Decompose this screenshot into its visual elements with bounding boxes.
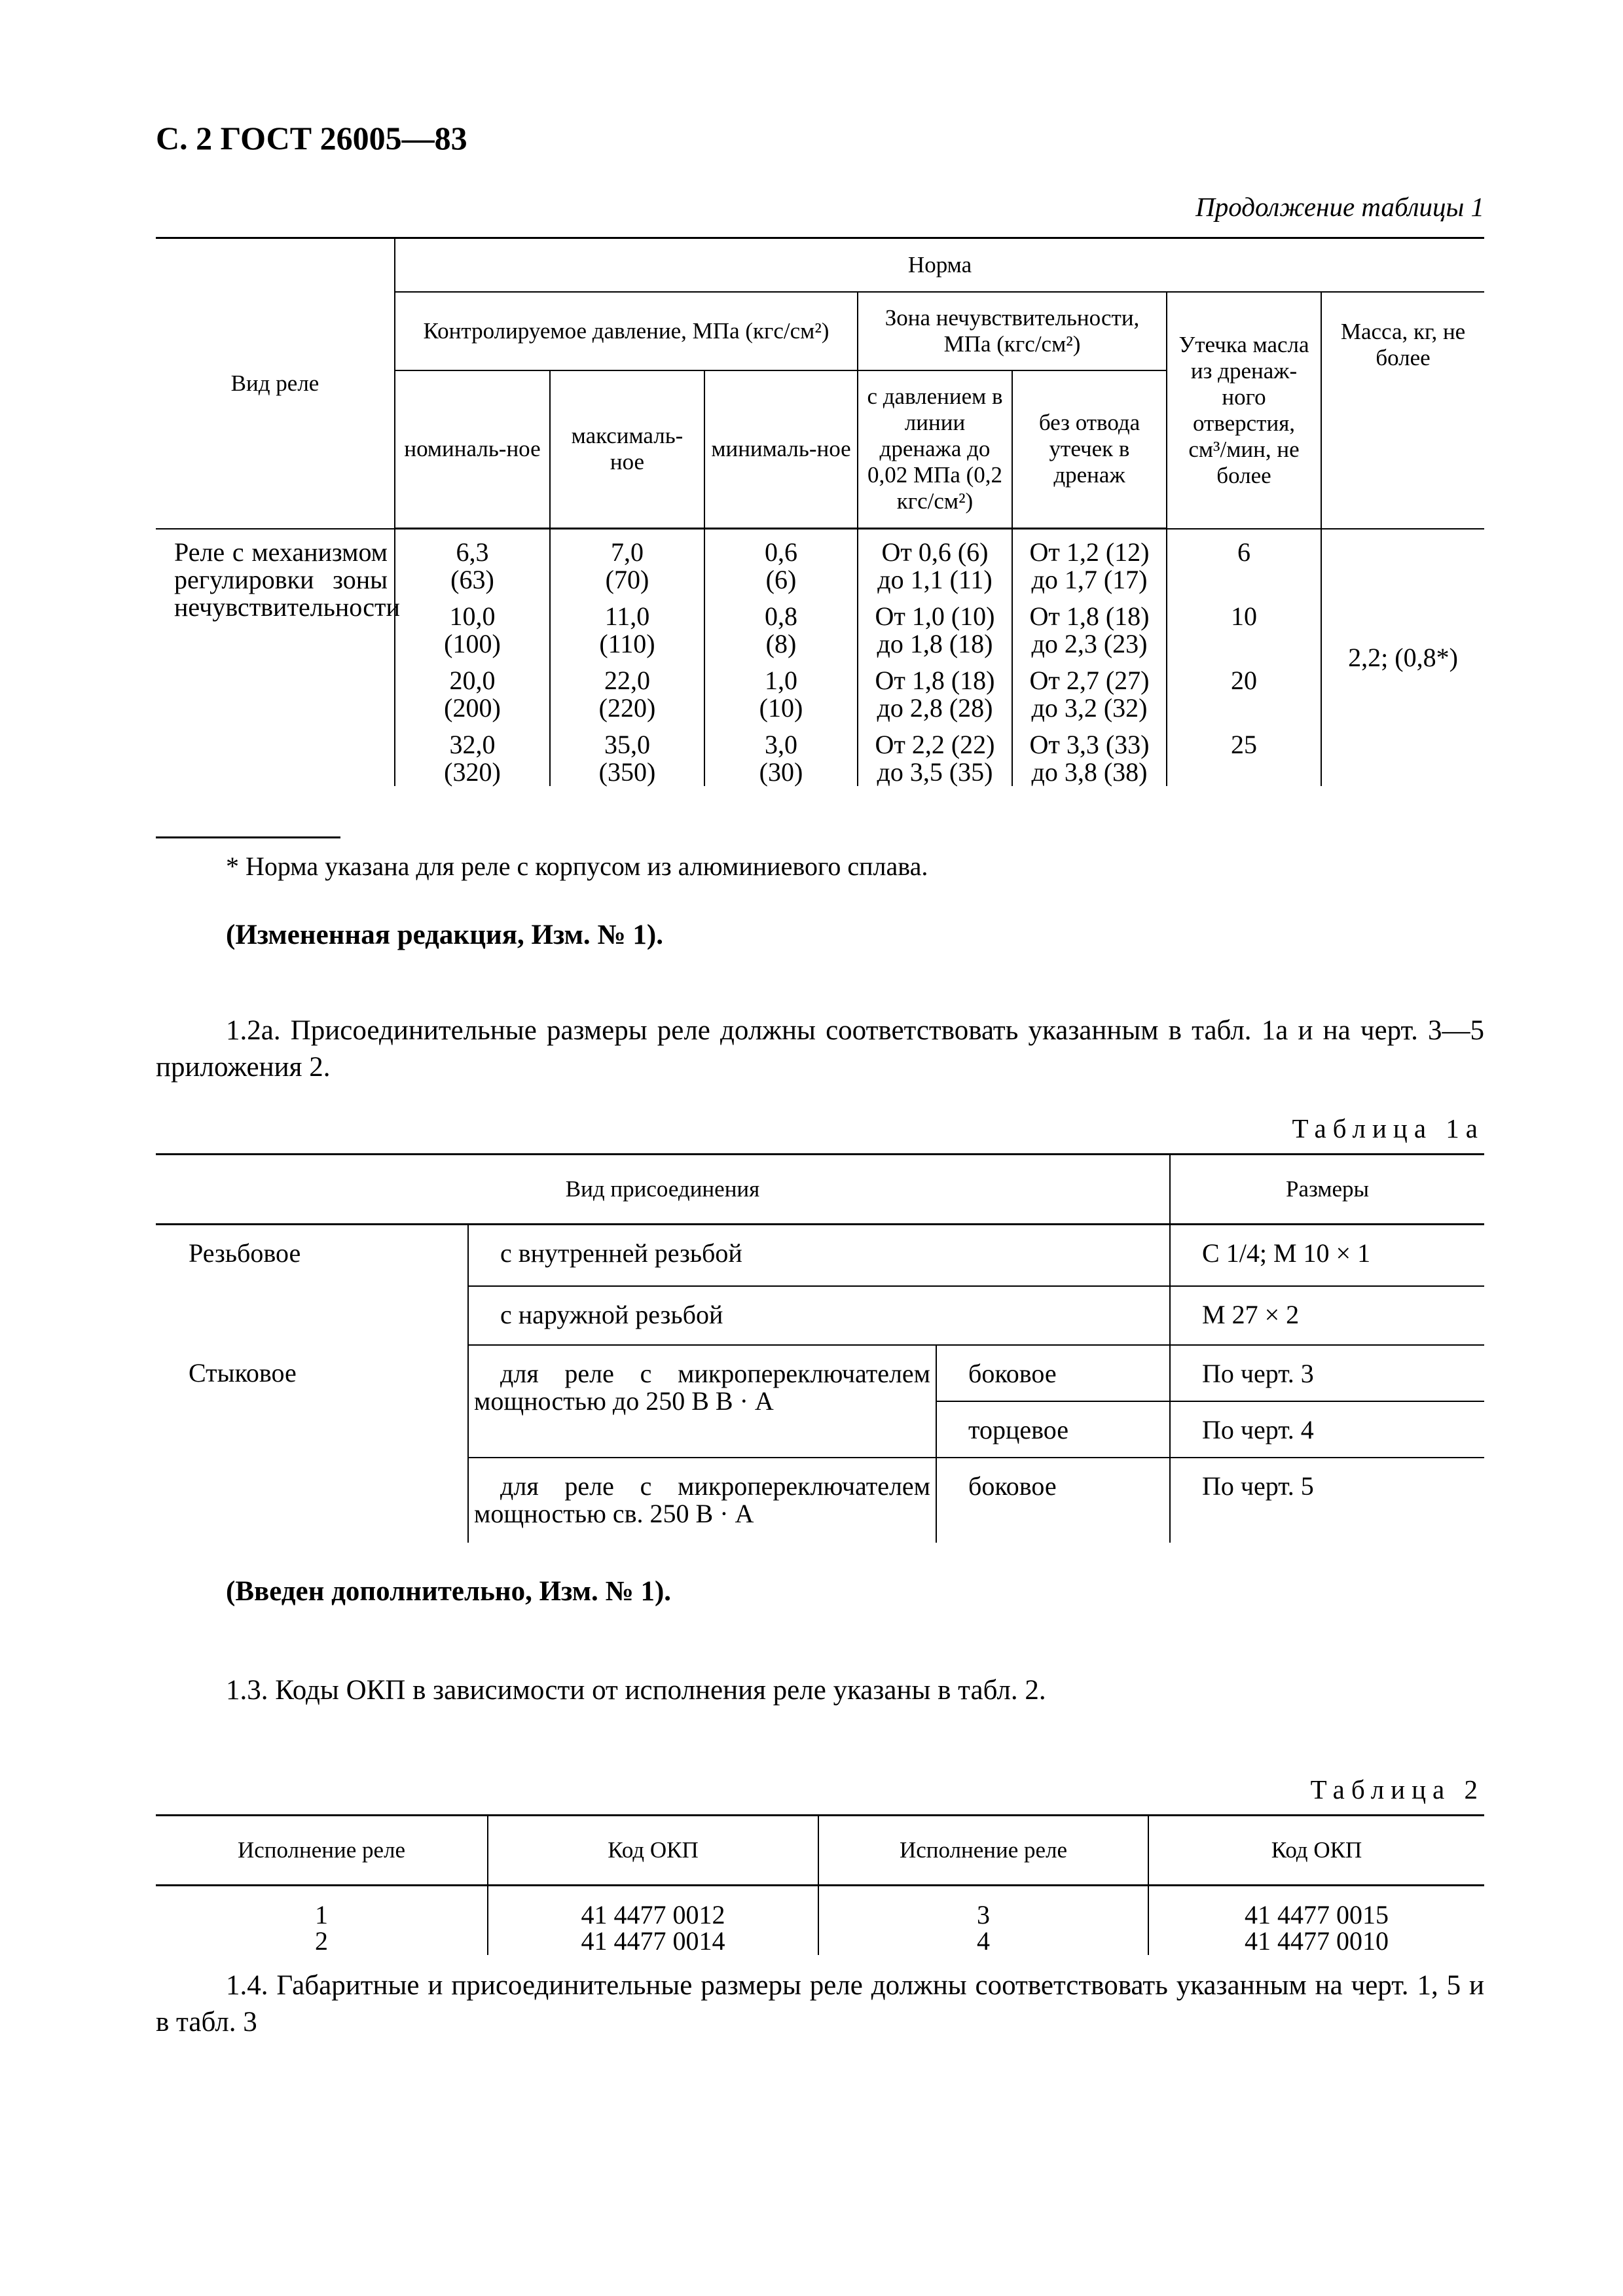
- cell-zone-without: до 3,8 (38): [1031, 757, 1148, 787]
- col-relay-header: Вид реле: [156, 238, 395, 529]
- cell-max-kgs: (350): [598, 757, 656, 787]
- table1: [156, 237, 1484, 786]
- cell-min-kgs: (30): [759, 757, 803, 787]
- cell-zone-without: до 1,7 (17): [1031, 565, 1148, 594]
- cell-nominal: 32,0: [449, 730, 496, 759]
- size-ch4: По черт. 4: [1170, 1401, 1484, 1458]
- outer-thread-label: с наружной резьбой: [468, 1286, 1170, 1345]
- cell-max: 7,0: [611, 537, 644, 567]
- cell-code2: 41 4477 0010: [1245, 1926, 1389, 1956]
- cell-nominal-kgs: (200): [444, 693, 501, 723]
- cell-zone-without: От 1,2 (12): [1029, 537, 1150, 567]
- relay-name: Реле с механизмом регулировки зоны нечувствительности: [156, 529, 395, 787]
- table1-footnote: * Норма указана для реле с корпусом из алюминиевого сплава.: [226, 852, 928, 881]
- cell-max-kgs: (70): [605, 565, 649, 594]
- cell-max: 35,0: [604, 730, 650, 759]
- butt-label: Стыковое: [156, 1345, 468, 1543]
- cell-max: 11,0: [604, 601, 650, 631]
- side2-label: боковое: [936, 1458, 1170, 1543]
- cell-min-kgs: (6): [765, 565, 797, 594]
- cell-max: 22,0: [604, 666, 650, 695]
- col-nominal-header: номиналь-ное: [395, 370, 550, 529]
- cell-exec2: 4: [977, 1926, 990, 1956]
- cell-min-kgs: (10): [759, 693, 803, 723]
- col-connection-header: Вид присоединения: [156, 1155, 1170, 1225]
- col-max-header: максималь-ное: [550, 370, 704, 529]
- table2-caption: Таблица 2: [1310, 1774, 1484, 1804]
- col-size-header: Размеры: [1170, 1155, 1484, 1225]
- inner-thread-size: С 1/4; М 10 × 1: [1170, 1225, 1484, 1286]
- table1a: [156, 1153, 1484, 1543]
- cell-min: 3,0: [765, 730, 797, 759]
- cell-zone-with: От 1,0 (10): [875, 601, 995, 631]
- cell-zone-with: От 2,2 (22): [875, 730, 995, 759]
- cell-nominal: 10,0: [449, 601, 496, 631]
- table2: [156, 1814, 1484, 1955]
- col-leak-header: Утечка масла из дренаж-ного отверстия, см³/мин, не более: [1167, 292, 1321, 529]
- table-row: [156, 1225, 1484, 1286]
- paragraph-1-3: 1.3. Коды ОКП в зависимости от исполнения реле указаны в табл. 2.: [226, 1675, 1046, 1706]
- paragraph-1-4: 1.4. Габаритные и присоединительные размеры реле должны соответствовать указанным на черт. 1, 5 и в табл. 3: [156, 1970, 1484, 2037]
- micro-small-label: для реле с микропереключателем мощностью до 250 В В · А: [468, 1345, 936, 1458]
- cell-exec2: 3: [977, 1900, 990, 1929]
- cell-exec: 1: [315, 1900, 328, 1929]
- cell-leak: 20: [1167, 658, 1321, 722]
- col-code-header: Код ОКП: [488, 1816, 818, 1886]
- cell-code: 41 4477 0012: [581, 1900, 725, 1929]
- cell-zone-with: От 1,8 (18): [875, 666, 995, 695]
- col-mass-header: Масса, кг, не более: [1321, 292, 1484, 529]
- inner-thread-label: с внутренней резьбой: [468, 1225, 1170, 1286]
- cell-nominal-kgs: (100): [444, 629, 501, 658]
- outer-thread-size: М 27 × 2: [1170, 1286, 1484, 1345]
- table-row: [156, 529, 1484, 594]
- cell-nominal-kgs: (320): [444, 757, 501, 787]
- cell-zone-without: От 3,3 (33): [1029, 730, 1150, 759]
- cell-zone-with: до 2,8 (28): [877, 693, 993, 723]
- table-row: [156, 1345, 1484, 1401]
- cell-zone-with: до 1,8 (18): [877, 629, 993, 658]
- col-norm-header: Норма: [395, 238, 1484, 292]
- cell-zone-without: От 1,8 (18): [1029, 601, 1150, 631]
- page-header: С. 2 ГОСТ 26005—83: [156, 120, 467, 156]
- micro-large-label: для реле с микропереключателем мощностью св. 250 В · А: [468, 1458, 936, 1543]
- cell-max-kgs: (110): [599, 629, 655, 658]
- cell-zone-without: до 2,3 (23): [1031, 629, 1148, 658]
- table1a-caption: Таблица 1а: [1292, 1113, 1484, 1143]
- cell-min: 1,0: [765, 666, 797, 695]
- size-ch5: По черт. 5: [1170, 1458, 1484, 1543]
- cell-code2: 41 4477 0015: [1245, 1900, 1389, 1929]
- footnote-divider: [156, 836, 340, 838]
- mass-value: 2,2; (0,8*): [1321, 529, 1484, 787]
- table1-amendment: (Измененная редакция, Изм. № 1).: [226, 920, 663, 950]
- cell-zone-without: до 3,2 (32): [1031, 693, 1148, 723]
- end-label: торцевое: [936, 1401, 1170, 1458]
- col-pressure-header: Контролируемое давление, МПа (кгс/см²): [395, 292, 858, 370]
- table1-continuation-label: Продолжение таблицы 1: [1195, 192, 1484, 222]
- cell-min-kgs: (8): [765, 629, 797, 658]
- threaded-label: Резьбовое: [156, 1225, 468, 1345]
- cell-leak: 6: [1167, 529, 1321, 594]
- cell-leak: 10: [1167, 594, 1321, 658]
- cell-nominal-kgs: (63): [450, 565, 494, 594]
- cell-code: 41 4477 0014: [581, 1926, 725, 1956]
- cell-zone-without: От 2,7 (27): [1029, 666, 1150, 695]
- cell-nominal: 20,0: [449, 666, 496, 695]
- col-zone-with-header: с давлением в линии дренажа до 0,02 МПа (0,2 кгс/см²): [858, 370, 1012, 529]
- col-code2-header: Код ОКП: [1148, 1816, 1484, 1886]
- table-row: [156, 1886, 1484, 1956]
- col-zone-header: Зона нечувствительности, МПа (кгс/см²): [858, 292, 1167, 370]
- col-exec-header: Исполнение реле: [156, 1816, 488, 1886]
- cell-min: 0,8: [765, 601, 797, 631]
- size-ch3: По черт. 3: [1170, 1345, 1484, 1401]
- cell-max-kgs: (220): [598, 693, 656, 723]
- cell-zone-with: От 0,6 (6): [881, 537, 989, 567]
- table1a-amendment: (Введен дополнительно, Изм. № 1).: [226, 1576, 672, 1607]
- cell-zone-with: до 1,1 (11): [877, 565, 993, 594]
- paragraph-1-2a: 1.2а. Присоединительные размеры реле должны соответствовать указанным в табл. 1а и на черт. 3—5 приложения 2.: [156, 1015, 1484, 1083]
- cell-exec: 2: [315, 1926, 328, 1956]
- cell-min: 0,6: [765, 537, 797, 567]
- col-exec2-header: Исполнение реле: [818, 1816, 1148, 1886]
- cell-zone-with: до 3,5 (35): [877, 757, 993, 787]
- side-label: боковое: [936, 1345, 1170, 1401]
- cell-leak: 25: [1167, 722, 1321, 786]
- col-min-header: минималь-ное: [704, 370, 858, 529]
- col-zone-without-header: без отвода утечек в дренаж: [1012, 370, 1167, 529]
- cell-nominal: 6,3: [456, 537, 489, 567]
